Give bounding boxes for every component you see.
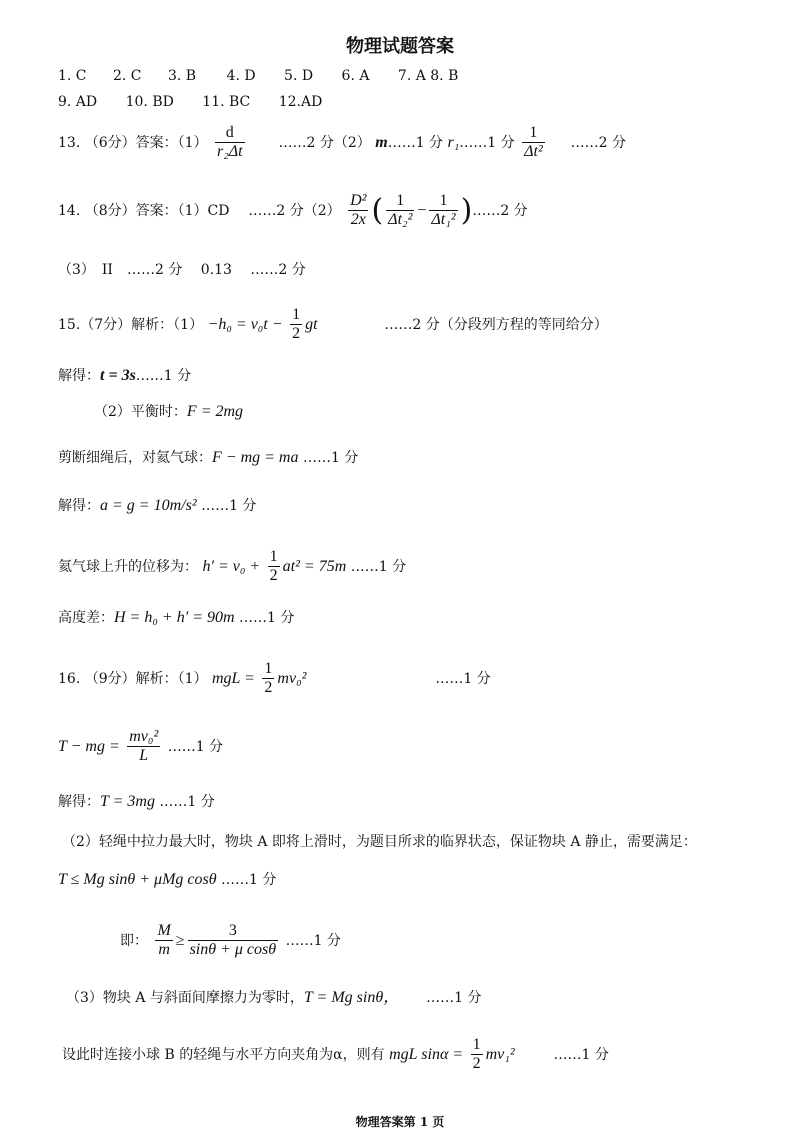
q16-p3-eq: T = Mg sinθ， [303, 989, 400, 1006]
q16-head: 16. （9分）解析：（1） [58, 670, 208, 687]
q16-e2-frac [127, 728, 160, 766]
q15-eq1-b: gt [305, 315, 318, 333]
answer-10: 10. BD [125, 94, 174, 110]
q14-b-num: 1 [429, 192, 457, 211]
q15-sol-label: 解得： [58, 368, 100, 384]
q14-line-2 [58, 262, 306, 279]
q15-acc-eq: a = g = 10m/s² [100, 497, 197, 514]
q15-line-5 [58, 496, 256, 515]
q16-e1-score: ……1 分 [435, 670, 491, 687]
q15-h-score: ……1 分 [239, 610, 295, 626]
q14-fraction-a [386, 192, 414, 230]
q14-fraction-main [348, 192, 368, 230]
answer-5: 5. D [284, 68, 314, 84]
q15-disp-num: 1 [268, 548, 280, 567]
q16-sol: T = 3mg [100, 793, 155, 810]
q13-m: m [375, 133, 388, 151]
q15-cut-score: ……1 分 [302, 450, 359, 466]
q16-p4-frac [471, 1036, 483, 1074]
q16-line-7 [66, 988, 481, 1007]
q16-ji-rnum: 3 [188, 922, 279, 941]
q13-score-2: ……1 分 [387, 134, 444, 151]
q14-prefix: 14. （8分）答案：（1）CD [58, 202, 230, 219]
q15-h-eq: H = h₀ + h′ = 90m [114, 609, 235, 626]
answer-11: 11. BC [202, 94, 251, 110]
q15-line-6 [58, 548, 406, 586]
q15-cut-eq: F − mg = ma [212, 449, 299, 466]
q14-line [58, 192, 528, 230]
q13-prefix: 13. （6分）答案：（1） [58, 134, 208, 151]
q16-e1-den: 2 [264, 679, 273, 697]
q15-disp-score: ……1 分 [350, 558, 407, 575]
answer-7-8: 7. A 8. B [397, 68, 459, 84]
q16-p2-eq: T ≤ Mg sinθ + μMg cosθ [58, 871, 217, 888]
q14-b-den: Δt₁² [431, 211, 456, 229]
q14-fraction-b [429, 192, 457, 230]
q14-right-paren: ) [460, 192, 473, 228]
q16-ji-num: M [155, 922, 172, 941]
q15-acc-label: 解得： [58, 498, 100, 514]
q16-ji-ge: ≥ [175, 931, 185, 949]
q13-score-4: ……2 分 [570, 134, 627, 151]
q16-line-6 [120, 922, 341, 960]
q13-fraction-1 [215, 124, 245, 162]
q13-r1: r₁ [447, 133, 460, 151]
q16-sol-label: 解得： [58, 794, 100, 810]
q15-disp-b: at² = 75m [282, 557, 347, 575]
q16-p4-a: mgL sinα = [389, 1045, 464, 1063]
q16-ji-den: m [158, 941, 170, 959]
q15-eq1-a: −h₀ = v₀t − [207, 315, 283, 333]
q16-e1-b: mv₀² [277, 669, 307, 687]
q16-p4-b: mv₁² [485, 1045, 515, 1063]
q15-line-3 [94, 402, 243, 421]
q16-e2-num: mv₀² [127, 728, 160, 747]
q16-p3-score: ……1 分 [426, 990, 482, 1006]
answer-4: 4. D [226, 68, 256, 84]
q16-line-3 [58, 792, 215, 811]
q16-p3-text: （3）物块 A 与斜面间摩擦力为零时， [66, 990, 304, 1006]
q16-p2-text: （2）轻绳中拉力最大时，物块 A 即将上滑时，为题目所求的临界状态，保证物块 A 静止，需要满足： [62, 834, 697, 850]
q16-e1-frac [262, 660, 274, 698]
q16-ji-score: ……1 分 [285, 932, 341, 949]
choice-row-2 [58, 94, 322, 111]
answer-3: 3. B [167, 68, 197, 84]
q16-e1-a: mgL = [211, 669, 255, 687]
q14-a-den: Δt₂² [388, 211, 413, 229]
answer-12: 12.AD [278, 94, 323, 110]
q13-f1-den: r₂Δt [216, 143, 243, 161]
q15-eq1-score: ……2 分（分段列方程的等同给分） [384, 316, 608, 333]
q14-left-paren: ( [371, 192, 384, 228]
q14-score-1: ……2 分（2） [248, 202, 341, 219]
q15-eq1-frac [290, 306, 302, 344]
answer-2: 2. C [112, 68, 142, 84]
q15-p2-label: （2）平衡时： [94, 404, 187, 420]
q15-line-2 [58, 366, 191, 385]
q16-p4-score: ……1 分 [553, 1046, 609, 1063]
q16-p4-den: 2 [472, 1055, 481, 1073]
q13-score-3: ……1 分 [459, 134, 515, 151]
q16-ji-frac-left [155, 922, 172, 960]
q15-disp-a: h′ = v₀ + [202, 557, 261, 575]
q15-head: 15.（7分）解析：（1） [58, 316, 204, 333]
q16-p4-num: 1 [471, 1036, 483, 1055]
q15-eq1-den: 2 [292, 325, 301, 343]
q15-line-7 [58, 608, 294, 627]
q15-disp-frac [268, 548, 280, 586]
q13-f2-den: Δt² [524, 143, 543, 161]
q16-line-4 [62, 834, 697, 851]
q16-sol-score: ……1 分 [159, 794, 215, 810]
q15-p2-eq: F = 2mg [186, 403, 244, 420]
q14-minus: − [417, 201, 427, 219]
q13-f2-num: 1 [522, 124, 545, 143]
q14-score-2: ……2 分 [472, 202, 528, 219]
q14-a-num: 1 [386, 192, 414, 211]
answer-6: 6. A [341, 68, 370, 84]
q15-sol-score: ……1 分 [135, 368, 192, 384]
q16-line-8 [62, 1036, 609, 1074]
q16-ji-label: 即： [120, 932, 148, 949]
q16-line-5 [58, 870, 276, 889]
q15-cut-label: 剪断细绳后，对氦气球： [58, 450, 212, 466]
q16-ji-frac-right [188, 922, 279, 960]
q14-f-num: D² [348, 192, 368, 211]
q13-f1-num: d [215, 124, 245, 143]
q15-disp-label: 氦气球上升的位移为： [58, 558, 198, 575]
q15-line-4 [58, 448, 358, 467]
q16-e2-den: L [139, 747, 149, 765]
q16-p2-score: ……1 分 [221, 872, 277, 888]
q16-p4-text: 设此时连接小球 B 的轻绳与水平方向夹角为α，则有 [62, 1046, 385, 1063]
answer-9: 9. AD [58, 94, 98, 110]
q14-f-den: 2x [350, 211, 366, 229]
q13-fraction-2 [522, 124, 545, 162]
q15-eq1-num: 1 [290, 306, 302, 325]
q16-e2-score: ……1 分 [167, 738, 224, 755]
q15-h-label: 高度差： [58, 610, 114, 626]
q16-ji-rden: sinθ + μ cosθ [189, 941, 277, 959]
q15-sol: t = 3s [100, 367, 136, 384]
q16-e1-num: 1 [262, 660, 274, 679]
choice-row-1 [58, 68, 458, 85]
page-footer: 物理答案第 1 页 [355, 1115, 445, 1129]
answer-1: 1. C [58, 68, 87, 84]
q16-line-1 [58, 660, 491, 698]
q15-disp-den: 2 [269, 567, 278, 585]
q15-line-1 [58, 306, 608, 344]
q16-line-2 [58, 728, 223, 766]
q16-e2-a: T − mg = [58, 737, 120, 755]
q15-acc-score: ……1 分 [201, 498, 257, 514]
page-title: 物理试题答案 [346, 36, 454, 57]
q13-line [58, 124, 626, 162]
q14-part-3: （3） II ……2 分 0.13 ……2 分 [58, 262, 306, 278]
q13-score-1: ……2 分（2） [278, 134, 371, 151]
